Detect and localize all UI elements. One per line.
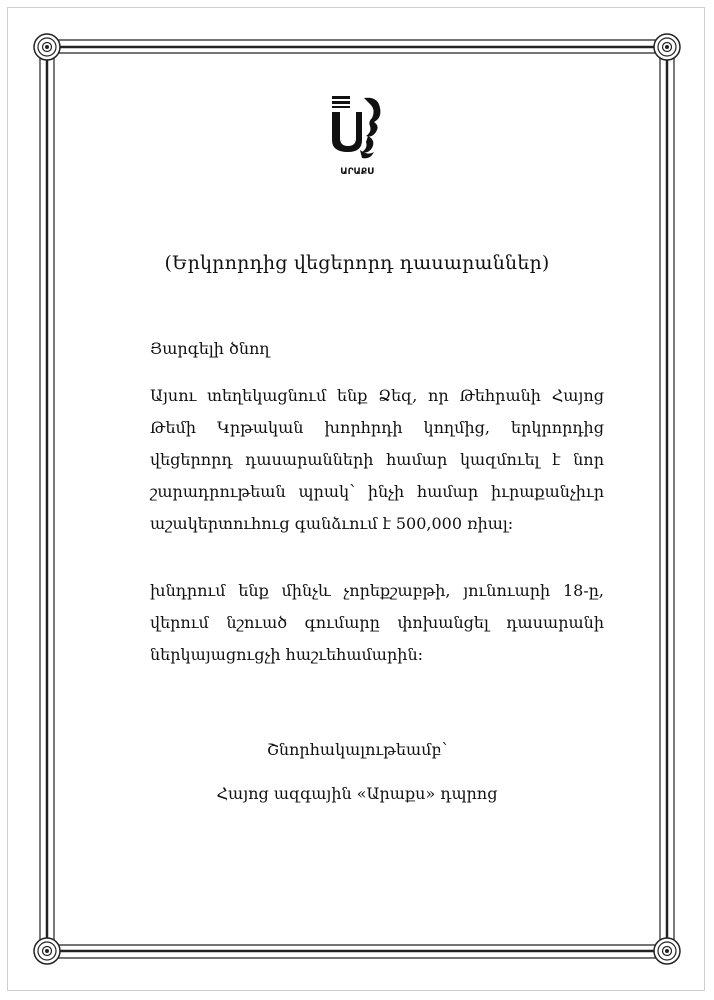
closing-thanks: Շնորհակալութեամբ՝ [266,740,448,759]
logo-caption: ԱՐԱՔՍ [340,167,374,177]
araks-logo-icon [318,92,396,178]
corner-ornament-bottom-right [654,938,680,964]
closing-school-name: Հայոց ազգային «Արաքս» դպրոց [216,784,498,803]
paragraph-1: Այսու տեղեկացնում ենք Ձեզ, որ Թեհրանի Հայոց Թեմի Կրթական խորհրդի կողմից, երկրորդից վեցերորդ դասարանների համար կազմուել է նոր շարադրութեան պրակ՝ ինչի համար իւրաքանչիւր աշակերտուհուց գանձւում է 500,000 ռիալ։ [150,386,604,533]
corner-ornament-bottom-left [34,938,60,964]
corner-ornament-top-left [34,34,60,60]
greeting: Յարգելի ծնող [150,339,270,358]
document-subtitle: (Երկրորդից վեցերորդ դասարաններ) [164,252,550,274]
corner-ornament-top-right [654,34,680,60]
paragraph-2: խնդրում ենք մինչև չորեքշաբթի, յունուարի 18-ը, վերում նշուած գումարը փոխանցել դասարանի ներկայացուցչի հաշւեհամարին։ [150,581,604,664]
